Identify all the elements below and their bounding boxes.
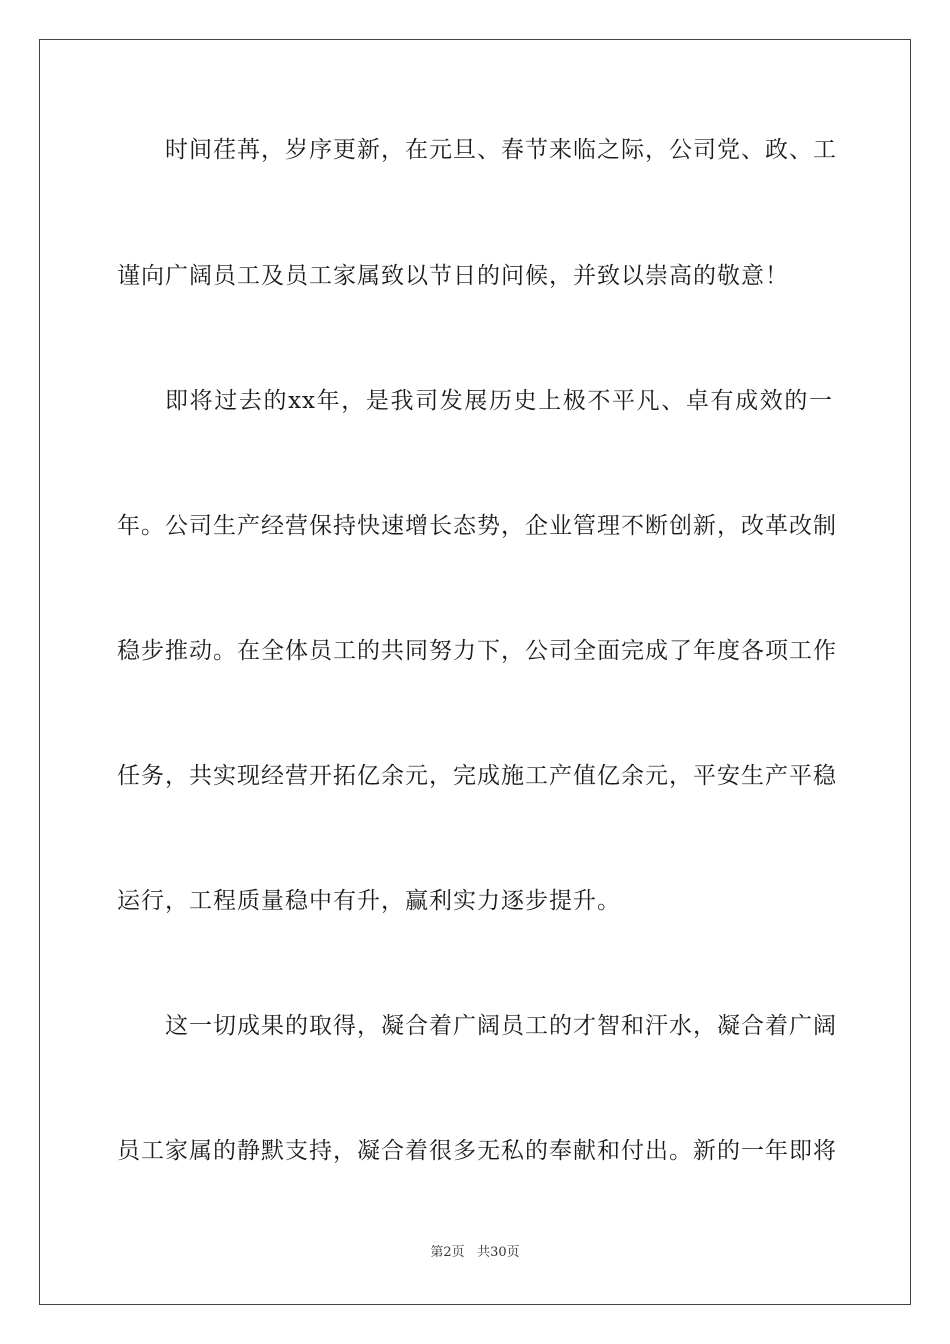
paragraph-2-line-1: 即将过去的xx年，是我司发展历史上极不平凡、卓有成效的一 <box>165 388 833 414</box>
paragraph-2-line-3: 稳步推动。在全体员工的共同努力下，公司全面完成了年度各项工作 <box>117 638 837 664</box>
paragraph-2-line-2: 年。公司生产经营保持快速增长态势，企业管理不断创新，改革改制 <box>117 513 837 539</box>
page-border <box>39 39 911 1305</box>
page-total: 共30页 <box>477 1245 520 1260</box>
paragraph-3-line-2: 员工家属的静默支持，凝合着很多无私的奉献和付出。新的一年即将 <box>117 1138 837 1164</box>
paragraph-3-line-1: 这一切成果的取得，凝合着广阔员工的才智和汗水，凝合着广阔 <box>165 1013 837 1039</box>
page-footer <box>0 1244 950 1262</box>
page-number: 第2页 <box>430 1245 465 1260</box>
paragraph-1-line-2: 谨向广阔员工及员工家属致以节日的问候，并致以崇高的敬意！ <box>117 263 789 289</box>
paragraph-2-line-5: 运行，工程质量稳中有升，赢利实力逐步提升。 <box>117 888 621 914</box>
paragraph-1-line-1: 时间荏苒，岁序更新，在元旦、春节来临之际，公司党、政、工 <box>165 137 837 163</box>
paragraph-2-line-4: 任务，共实现经营开拓亿余元，完成施工产值亿余元，平安生产平稳 <box>117 763 837 789</box>
